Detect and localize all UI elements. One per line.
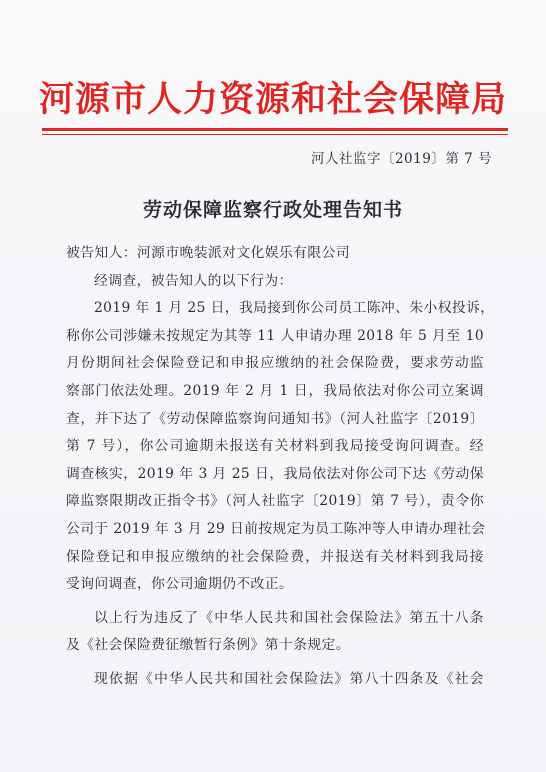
paragraph-line: 及《社会保险费征缴暂行条例》第十条规定。 [66, 637, 350, 654]
paragraph-line: 第 7 号），你公司逾期未报送有关材料到我局接受询问调查。经 [66, 438, 484, 455]
paragraph-line: 经调查，被告知人的以下行为： [94, 272, 293, 289]
paragraph-line: 查，并下达了《劳动保障监察询问通知书》（河人社监字〔2019〕 [66, 410, 484, 427]
masthead-rule-thin [42, 134, 508, 135]
addressee: 被告知人：河源市晚装派对文化娱乐有限公司 [66, 245, 350, 261]
paragraph-line: 障监察限期改正指令书》（河人社监字〔2019〕第 7 号），责令你 [66, 493, 484, 510]
paragraph-line: 保险登记和申报应缴纳的社会保险费，并报送有关材料到我局接 [66, 548, 484, 565]
paragraph-line: 月份期间社会保险登记和申报应缴纳的社会保险费，要求劳动监 [66, 355, 484, 372]
paragraph-line: 称你公司涉嫌未按规定为其等 11 人申请办理 2018 年 5 月至 10 [66, 327, 484, 344]
document-number: 河人社监字〔2019〕第 7 号 [310, 151, 492, 167]
paragraph-line: 现依据《中华人民共和国社会保险法》第八十四条及《社会 [94, 670, 484, 687]
paragraph-2 [66, 295, 495, 599]
masthead-rule-thick [42, 128, 508, 131]
paragraph-line: 察部门依法处理。2019 年 2 月 1 日，我局依法对你公司立案调 [66, 382, 484, 399]
document-body [66, 240, 495, 694]
paragraph-line: 调查核实，2019 年 3 月 25 日，我局依法对你公司下达《劳动保 [66, 465, 484, 482]
document-title: 劳动保障监察行政处理告知书 [142, 199, 403, 221]
agency-masthead: 河源市人力资源和社会保障局 [38, 79, 507, 120]
paragraph-line: 受询问调查，你公司逾期仍不改正。 [66, 576, 294, 593]
paragraph-4 [66, 666, 484, 694]
paragraph-1 [66, 268, 484, 296]
paragraph-line: 公司于 2019 年 3 月 29 日前按规定为员工陈冲等人申请办理社会 [66, 520, 486, 537]
paragraph-line: 以上行为违反了《中华人民共和国社会保险法》第五十八条 [94, 609, 484, 626]
paragraph-line: 2019 年 1 月 25 日，我局接到你公司员工陈冲、朱小权投诉， [94, 300, 495, 317]
paragraph-3 [66, 605, 484, 660]
